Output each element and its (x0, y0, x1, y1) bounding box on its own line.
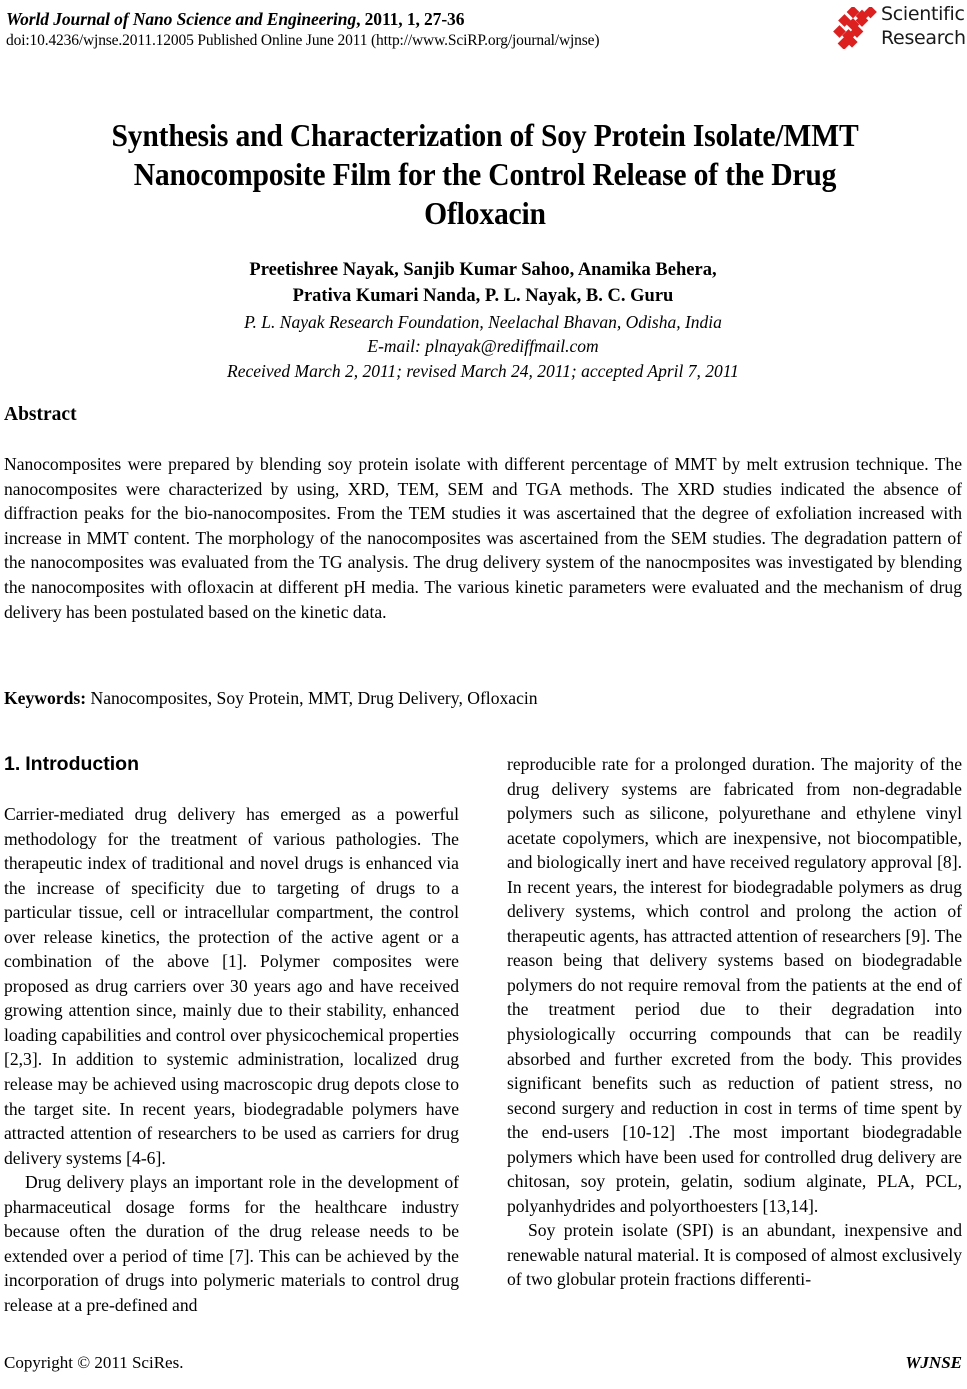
publisher-logo-line1: Scientific (881, 3, 965, 25)
submission-dates: Received March 2, 2011; revised March 24, 2011; accepted April 7, 2011 (227, 361, 739, 381)
author-names-line-1: Preetishree Nayak, Sanjib Kumar Sahoo, Anamika Behera, (249, 260, 717, 280)
paragraph: Soy protein isolate (SPI) is an abundant, inexpensive and renewable natural material. It is composed of almost exclusively of two globular protein fractions differenti- (507, 1220, 962, 1290)
paragraph: Drug delivery plays an important role in the development of pharmaceutical dosage forms for the healthcare industry because often the duration of the drug release needs to be extended over a period of time [7]. This can be achieved by the incorporation of drugs into polymeric materials to control drug release at a pre-defined and (4, 1172, 459, 1315)
author-names-line-2: Prativa Kumari Nanda, P. L. Nayak, B. C. Guru (292, 285, 674, 306)
publisher-logo[interactable] (827, 2, 967, 52)
journal-name: World Journal of Nano Science and Engineering (6, 9, 357, 29)
body-columns (4, 752, 962, 1322)
keywords-line (4, 686, 962, 711)
doi-line: doi:10.4236/wjnse.2011.12005 Published Online June 2011 (http://www.SciRP.org/journal/wjnse) (6, 32, 600, 49)
journal-citation-line (6, 8, 826, 30)
paper-title: Synthesis and Characterization of Soy Protein Isolate/MMT Nanocomposite Film for the Control Release of the Drug Ofloxacin (111, 118, 859, 232)
section-heading-introduction (4, 752, 459, 776)
scientific-research-diamond-mark (833, 7, 877, 49)
copyright-notice: Copyright © 2011 SciRes. (4, 1353, 184, 1372)
email-label: E-mail (367, 336, 416, 356)
journal-volume-pages: , 2011, 1, 27-36 (356, 9, 465, 29)
paragraph: Carrier-mediated drug delivery has emerged as a powerful methodology for the treatment of various pathologies. The therapeutic index of traditional and novel drugs is enhanced via the increase of specificity due to targeting of drugs to a particular tissue, cell or intracellular compartment, the control over release kinetics, the protection of the active agent or a combination of the above [1]. Polymer composites were proposed as drug carriers over 30 years ago and have received growing attention since, mainly due to their stability, enhanced loading capabilities and control over physicochemical properties [2,3]. In addition to systemic administration, localized drug release may be achieved using macroscopic drug depots close to the target site. In recent years, biodegradable polymers have attracted attention of researchers to be used as carriers for drug delivery systems [4-6]. (4, 804, 459, 1168)
keywords-label: Keywords: (4, 688, 87, 708)
page-footer (4, 1352, 962, 1376)
publisher-logo-line2: Research (881, 26, 966, 49)
email-address[interactable]: plnayak@rediffmail.com (425, 336, 599, 356)
abstract-heading: Abstract (4, 404, 77, 425)
section-title: Introduction (25, 753, 139, 775)
paragraph: reproducible rate for a prolonged duration. The majority of the drug delivery systems are fabricated from non-degradable polymers such as silicone, polyurethane and ethylene vinyl acetate copolymers, which are inexpensive, not biocompatible, and biologically inert and have received regulatory approval [8]. In recent years, the interest for biodegradable polymers as drug delivery systems, which control and prolong the action of therapeutic agents, has attracted attention of researchers [9]. The reason being that delivery systems based on biodegradable polymers do not require removal from the patients at the end of the treatment period due to their degradation into physiologically occurring compounds that can be readily absorbed and further excreted from the body. This provides significant benefits such as reduction of patient stress, no second surgery and reduction in cost in terms of time spent by the end-users [10-12] .The most important biodegradable polymers which have been used for controlled drug delivery are chitosan, soy protein, gelatin, sodium alginate, PLA, PCL, polyanhydrides and polyorthoesters [13,14]. (507, 754, 962, 1216)
author-affiliation: P. L. Nayak Research Foundation, Neelachal Bhavan, Odisha, India (244, 312, 722, 332)
section-number: 1. (4, 753, 21, 775)
column-left (4, 752, 459, 1322)
author-block (68, 258, 898, 383)
abstract-text: Nanocomposites were prepared by blending soy protein isolate with different percentage of MMT by melt extrusion technique. The nanocomposites were characterized by using, XRD, TEM, SEM and TGA methods. The XRD studies indicated the absence of diffraction peaks for the bio-nanocomposites. From the TEM studies it was ascertained that the degree of exfoliation increased with increase in MMT content. The morphology of the nanocomposites was ascertained from the SEM studies. The degradation pattern of the nanocomposites was evaluated from the TG analysis. The drug delivery system of the nanocmposites was investigated by blending the nanocomposites with ofloxacin at different pH media. The various kinetic parameters were evaluated and the mechanism of drug delivery has been postulated based on the kinetic data. (4, 454, 962, 622)
keywords-values: Nanocomposites, Soy Protein, MMT, Drug Delivery, Ofloxacin (86, 688, 538, 708)
journal-masthead (6, 8, 826, 51)
author-email-line: E-mail: plnayak@rediffmail.com (367, 336, 599, 356)
column-right (507, 752, 962, 1322)
journal-abbreviation: WJNSE (905, 1353, 962, 1372)
publisher-logo-text (881, 3, 966, 50)
